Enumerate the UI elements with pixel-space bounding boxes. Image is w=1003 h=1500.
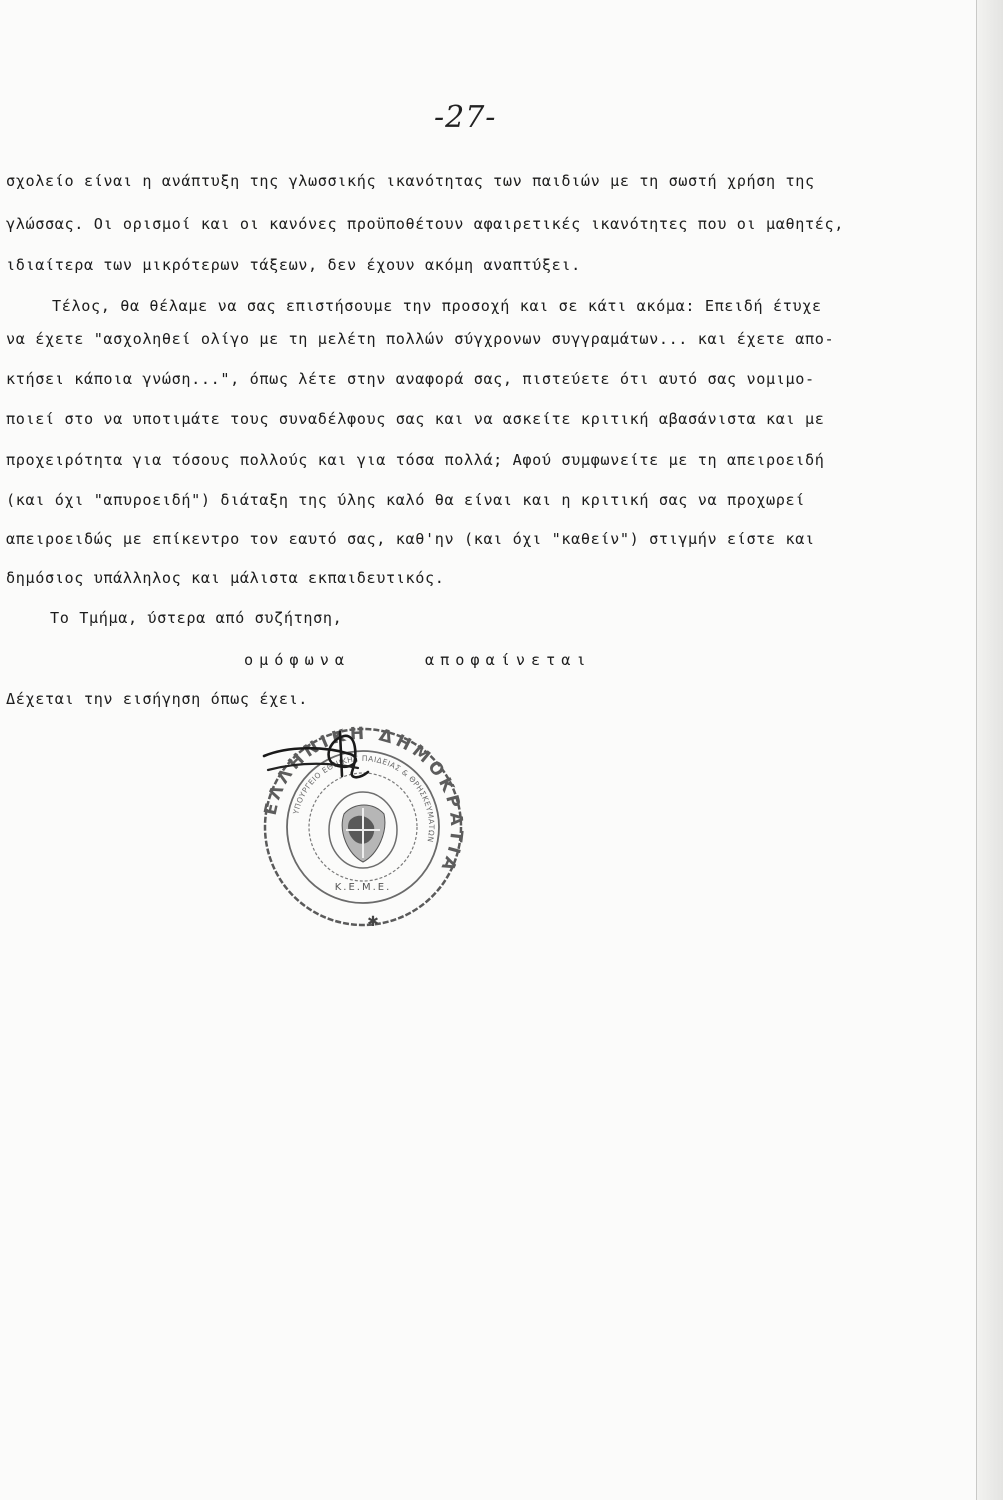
- body-line-1: σχολείο είναι η ανάπτυξη της γλωσσικής ικανότητας των παιδιών με τη σωστή χρήση της: [6, 172, 815, 190]
- page-number: -27-: [434, 100, 497, 135]
- coat-of-arms-icon: [329, 792, 397, 868]
- signature-icon: [258, 722, 398, 792]
- page-edge-shadow: [976, 0, 1003, 1500]
- body-line-6: κτήσει κάποια γνώση...", όπως λέτε στην αναφορά σας, πιστεύετε ότι αυτό σας νομιμο-: [6, 370, 815, 388]
- closing-word-unanimously: ομόφωνα: [244, 651, 351, 669]
- official-seal: [258, 722, 468, 932]
- body-line-5: να έχετε "ασχοληθεί ολίγο με τη μελέτη πολλών σύγχρονων συγγραμάτων... και έχετε απο-: [6, 330, 835, 348]
- body-line-9: (και όχι "απυροειδή") διάταξη της ύλης καλό θα είναι και η κριτική σας να προχωρεί: [6, 491, 805, 509]
- body-line-8: προχειρότητα για τόσους πολλούς και για τόσα πολλά; Αφού συμφωνείτε με τη απειροειδή: [6, 451, 825, 469]
- seal-star-icon: ✱: [367, 914, 379, 930]
- seal-abbrev: Κ.Ε.Μ.Ε.: [334, 882, 392, 893]
- body-line-2: γλώσσας. Οι ορισμοί και οι κανόνες προϋποθέτουν αφαιρετικές ικανότητες που οι μαθητές,: [6, 215, 844, 233]
- closing-decision: Δέχεται την εισήγηση όπως έχει.: [6, 690, 309, 708]
- seal-inner-text: ΥΠΟΥΡΓΕΙΟ ΕΘΝΙΚΗΣ ΠΑΙΔΕΙΑΣ & ΘΡΗΣΚΕΥΜΑΤΩΝ: [291, 753, 437, 844]
- closing-word-decides: αποφαίνεται: [425, 651, 592, 669]
- body-line-4: Τέλος, θα θέλαμε να σας επιστήσουμε την προσοχή και σε κάτι ακόμα: Επειδή έτυχε: [52, 297, 822, 315]
- body-line-7: ποιεί στο να υποτιμάτε τους συναδέλφους σας και να ασκείτε κριτική αβασάνιστα και με: [6, 410, 825, 428]
- body-line-3: ιδιαίτερα των μικρότερων τάξεων, δεν έχουν ακόμη αναπτύξει.: [6, 256, 581, 274]
- body-line-10: απειροειδώς με επίκεντρο τον εαυτό σας, καθ'ην (και όχι "καθείν") στιγμήν είστε και: [6, 530, 815, 548]
- closing-intro: Το Τμήμα, ύστερα από συζήτηση,: [50, 609, 343, 627]
- seal-outer-text: ΕΛΛΗΝΙΚΗ ΔΗΜΟΚΡΑΤΙΑ: [260, 723, 467, 878]
- body-line-11: δημόσιος υπάλληλος και μάλιστα εκπαιδευτικός.: [6, 569, 445, 587]
